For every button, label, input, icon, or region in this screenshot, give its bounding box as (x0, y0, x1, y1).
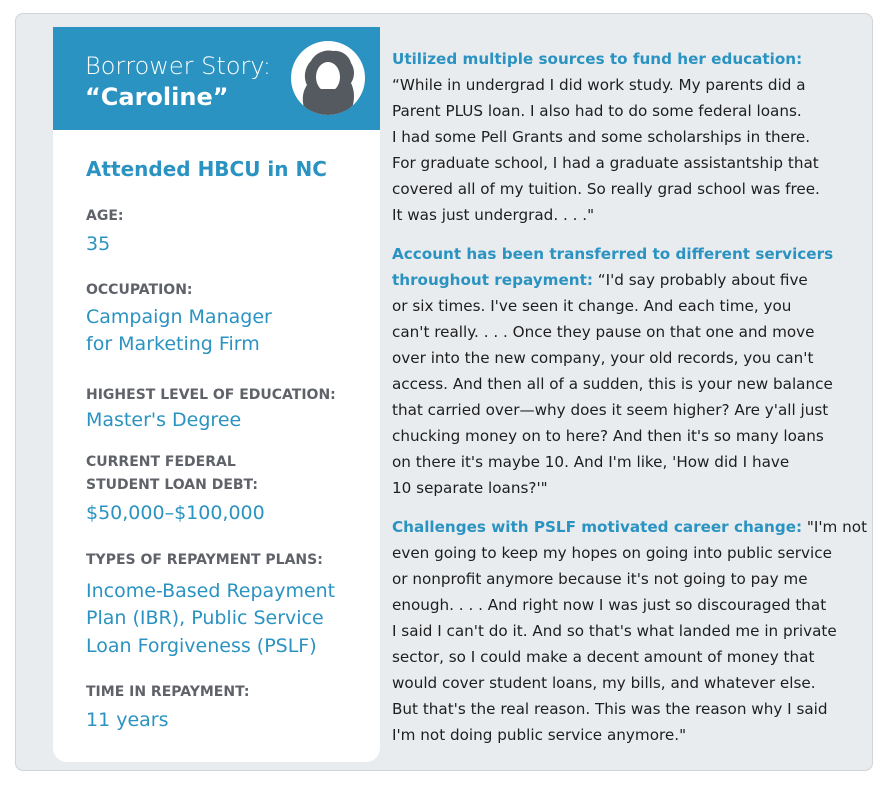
quote-line: even going to keep my hopes on going into public service (392, 544, 832, 562)
age-label: AGE: (86, 208, 124, 224)
woman-silhouette-icon (291, 41, 365, 115)
quote-line: Parent PLUS loan. I also had to do some federal loans. (392, 102, 802, 120)
borrower-name: “Caroline” (85, 83, 229, 111)
education-value: Master's Degree (86, 409, 242, 431)
story-label: Borrower Story: (85, 52, 271, 80)
occupation-label: OCCUPATION: (86, 282, 193, 298)
quote-line: would cover student loans, my bills, and whatever else. (392, 674, 816, 692)
quote-pslf-heading: Challenges with PSLF motivated career change: (392, 518, 803, 536)
plans-value-line3: Loan Forgiveness (PSLF) (86, 635, 317, 657)
quote-line: covered all of my tuition. So really grad school was free. (392, 180, 820, 198)
quote-line: But that's the real reason. This was the reason why I said (392, 700, 828, 718)
quote-funding (392, 46, 862, 228)
quote-line: I had some Pell Grants and some scholarships in there. (392, 128, 811, 146)
quote-line: “While in undergrad I did work study. My parents did a (392, 76, 806, 94)
plans-label: TYPES OF REPAYMENT PLANS: (86, 552, 323, 568)
quote-line: For graduate school, I had a graduate assistantship that (392, 154, 819, 172)
profile-header (53, 27, 380, 130)
quote-line: on there it's maybe 10. And I'm like, 'How did I have (392, 453, 790, 471)
debt-label-line2: STUDENT LOAN DEBT: (86, 477, 258, 493)
quote-line: that carried over—why does it seem higher? Are y'all just (392, 401, 829, 419)
quote-servicers-heading: Account has been transferred to different servicers (392, 245, 834, 263)
quote-line: or nonprofit anymore because it's not going to pay me (392, 570, 808, 588)
quote-line: chucking money on to here? And then it's so many loans (392, 427, 824, 445)
quote-line: It was just undergrad. . . ." (392, 206, 595, 224)
debt-label-line1: CURRENT FEDERAL (86, 454, 236, 470)
quote-line: can't really. . . . Once they pause on that one and move (392, 323, 815, 341)
quote-text: “I'd say probably about five (592, 271, 808, 289)
quote-line: sector, so I could make a decent amount of money that (392, 648, 815, 666)
quotes-column (392, 46, 868, 761)
quote-line: 10 separate loans?'" (392, 479, 548, 497)
quote-servicers (392, 241, 862, 501)
quote-pslf (392, 514, 868, 748)
headline: Attended HBCU in NC (86, 157, 327, 181)
quote-servicers-heading-cont: throughout repayment: (392, 271, 593, 289)
quote-funding-heading: Utilized multiple sources to fund her education: (392, 50, 803, 68)
occupation-value-line2: for Marketing Firm (86, 333, 260, 355)
occupation-value-line1: Campaign Manager (86, 306, 272, 328)
quote-line: I said I can't do it. And so that's what landed me in private (392, 622, 837, 640)
quote-line: I'm not doing public service anymore." (392, 726, 687, 744)
quote-line (392, 514, 868, 540)
quote-line: or six times. I've seen it change. And each time, you (392, 297, 792, 315)
quote-text: "I'm not (802, 518, 868, 536)
time-value: 11 years (86, 709, 169, 731)
quote-line: enough. . . . And right now I was just so discouraged that (392, 596, 827, 614)
plans-value-line1: Income-Based Repayment (86, 580, 336, 602)
plans-value-line2: Plan (IBR), Public Service (86, 607, 324, 629)
time-label: TIME IN REPAYMENT: (86, 684, 250, 700)
age-value: 35 (86, 233, 111, 255)
borrower-profile-card (53, 27, 380, 762)
education-label: HIGHEST LEVEL OF EDUCATION: (86, 387, 336, 403)
debt-value: $50,000–$100,000 (86, 502, 265, 524)
quote-line: over into the new company, your old records, you can't (392, 349, 814, 367)
quote-line (392, 267, 862, 293)
quote-line: access. And then all of a sudden, this is your new balance (392, 375, 833, 393)
